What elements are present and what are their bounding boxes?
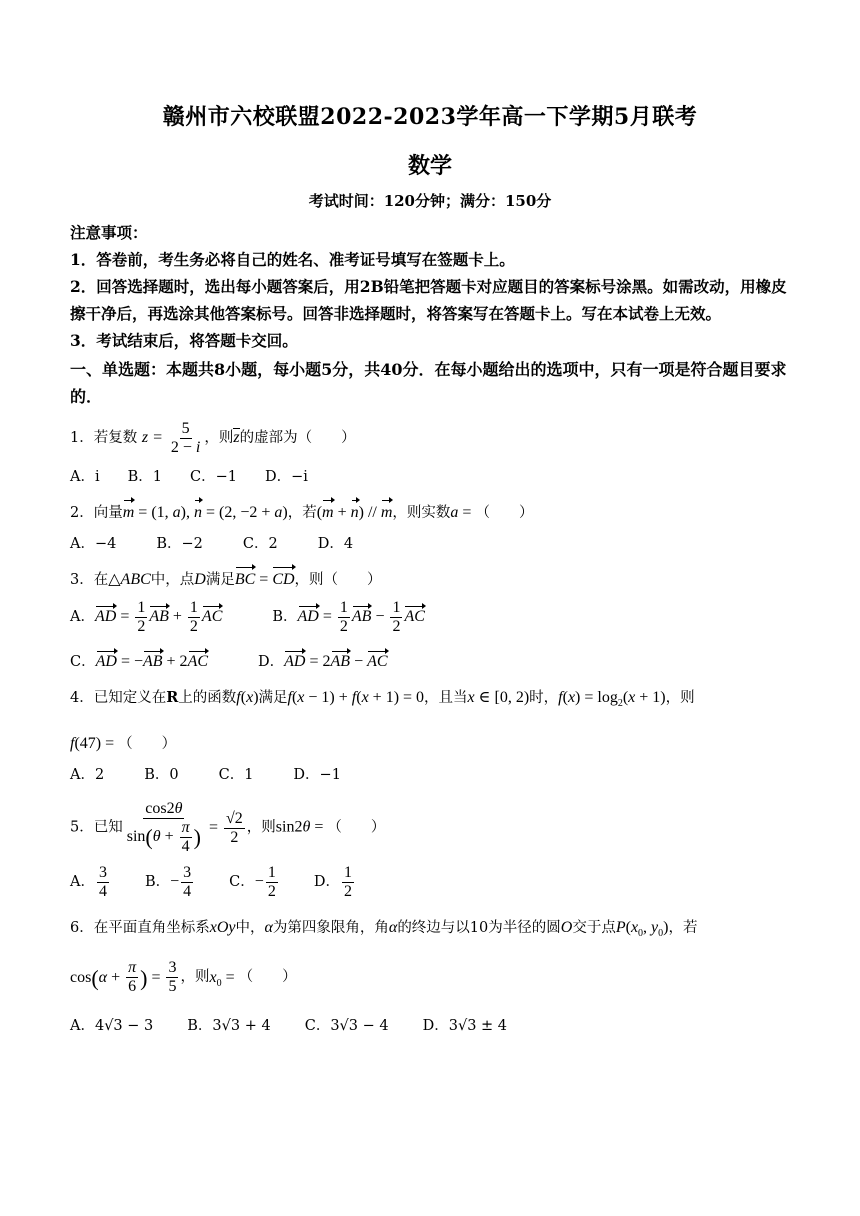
option-b: B．AD = $\frac{1}{2}$ AB − $\frac{1}{2}$ AC [272,599,425,635]
option-c: C．−1 [190,469,237,485]
option-d: D．−1 [293,767,341,784]
exam-title: 赣州市六校联盟2022-2023学年高一下学期5月联考 [162,104,698,130]
option-c: C．1 [218,767,254,784]
question-2: 2．向量m = (1, a), n = (2, −2 + a)，若(m + n) // m，则实数a = （ ） [70,502,790,524]
note-item: 3．考试结束后，将答题卡交回。 [70,331,298,350]
option-d: D．3√3 ± 4 [422,1018,508,1035]
question-1: 1．若复数 z = $\frac{5}{2 - i}$ ，则z的虚部为（ ） [70,420,356,456]
question-4-cont: f(47) = （ ） [70,735,177,753]
option-c: C．2 [242,536,278,552]
question-2-options [70,532,790,553]
notes-heading: 注意事项： [70,223,148,242]
question-3: 3．在△ABC中，点D满足BC = CD，则（ ） [70,569,790,591]
section-heading: 一、单选题：本题共8小题，每小题5分，共40分．在每小题给出的选项中，只有一项是符合题目要求的． [70,360,787,406]
option-c: C．− $\frac{1}{2}$ [229,864,276,901]
option-b: B．0 [144,767,179,784]
option-d: D．−i [264,469,308,485]
option-a: A．−4 [70,536,117,552]
option-b: B．−2 [156,536,203,552]
question-6-cont: cos(α + $\frac{\pi}{6}$ ) = $\frac{3}{5}$ ，则$x_0$ = （ ） [70,959,297,996]
option-b: B．1 [127,469,162,485]
note-item: 2．回答选择题时，选出每小题答案后，用2B铅笔把答题卡对应题目的答案标号涂黑。如需改动，用橡皮擦干净后，再选涂其他答案标号。回答非选择题时，将答案写在答题卡上。写在本试卷上无效。 [70,277,787,323]
option-a: A．i [70,469,100,485]
option-c: C．AD = −AB + 2AC [70,653,209,670]
question-4: 4．已知定义在R上的函数f(x)满足f(x − 1) + f(x + 1) = 0，且当x ∈ [0, 2)时，$f(x) = \log_2(x + 1)$，则 [70,689,695,710]
option-a: A．4√3 − 3 [70,1018,154,1035]
exam-info: 考试时间：120分钟；满分：150分 [308,192,552,210]
option-d: D．4 [317,536,354,552]
question-6-options [70,1014,790,1035]
question-1-options [70,465,790,486]
option-b: B．− $\frac{3}{4}$ [144,864,192,901]
option-d: D． $\frac{1}{2}$ [313,864,352,901]
option-a: A．2 [70,767,105,784]
exam-page [70,100,790,1035]
question-5-options [70,864,790,901]
option-b: B．3√3 + 4 [187,1018,271,1035]
question-4-options [70,763,790,784]
question-6: 6．在平面直角坐标系xOy中，α为第四象限角，角α的终边与以10为半径的圆O交于点$P(x_0$, $y_0$)，若 [70,919,698,940]
question-3-options-cd [70,650,790,671]
question-3-options-ab [70,599,790,636]
option-c: C．3√3 − 4 [304,1018,389,1035]
option-d: D．AD = 2AB − AC [258,653,388,670]
question-5: 5．已知 cos2θ sin(θ + $\frac{\pi}{4}$ ) = $\frac{√2}{2}$ ，则sin2θ = （ ） [70,800,386,856]
option-a: A． $\frac{3}{4}$ [70,864,107,901]
subject-title: 数学 [407,153,452,179]
note-item: 1．答卷前，考生务必将自己的姓名、准考证号填写在签题卡上。 [70,250,515,269]
option-a: A．AD = $\frac{1}{2}$ AB + $\frac{1}{2}$ AC [70,599,223,635]
